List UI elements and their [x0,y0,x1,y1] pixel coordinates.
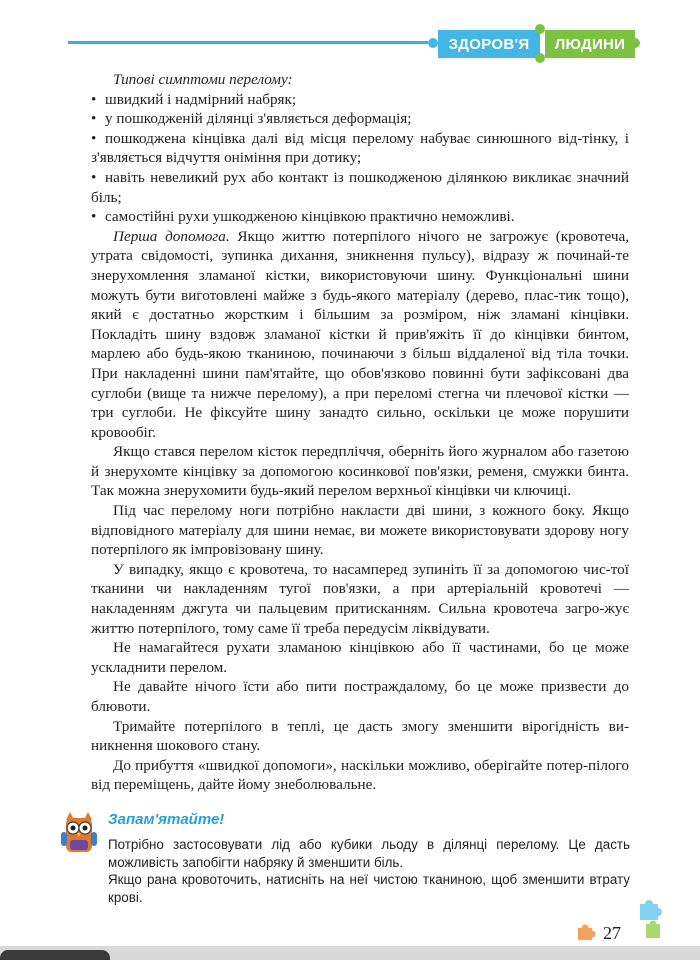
header-tab-human: ЛЮДИНИ [545,30,635,58]
symptom-item: • швидкий і надмірний набряк; [91,90,297,108]
paragraph: Якщо стався перелом кісток передпліччя, оберніть його журналом або газетою й знерухомте кінцівку за допомогою косинкової пов'язки, ременя, смужки бинта. Так можна знерухомити будь-який перелом верхньої кінцівки чи ключиці. [91,443,629,500]
puzzle-knob-icon [630,38,640,48]
puzzle-knob-icon [535,24,545,34]
symptom-item: • пошкоджена кінцівка далі від місця перелому набуває синюшного від-тінку, і з'являється відчуття оніміння при дотику; [91,129,629,167]
paragraph: Не давайте нічого їсти або пити постраждалому, бо це може призвести до блювоти. [91,678,629,715]
paragraph: У випадку, якщо є кровотеча, то насамперед зупиніть її за допомогою чис-тої тканини чи накладенням тугої пов'язки, а при артеріальній кровотечі — накладенням джгута чи пальцевим притисканням. Сильна кровотеча загро-жує життю потерпілого, тому саме її треба передусім ліквідувати. [91,560,629,637]
page-number: 27 [603,923,621,943]
paragraph: Не намагайтеся рухати зламаною кінцівкою або її частинами, бо це може ускладнити перелом. [91,639,629,676]
paragraph: До прибуття «швидкої допомоги», наскільки можливо, оберігайте потер-пілого від переміщень, дайте йому знеболювальне. [91,756,629,794]
header-tab-health: ЗДОРОВ'Я [438,30,540,58]
paragraph: Під час перелому ноги потрібно накласти дві шини, з кожного боку. Якщо відповідного матеріалу для шини немає, ви можете використовувати здорову ногу потерпілого як імпровізовану шину. [91,502,629,559]
puzzle-knob-icon [535,53,545,63]
symptom-item: • навіть невеликий рух або контакт із пошкодженою ділянкою викликає значний біль; [91,168,629,206]
first-aid-label: Перша допомога. [113,227,230,245]
remember-line: Потрібно застосовувати лід або кубики льоду в ділянці перелому. Це дасть можливість запобігти набряку й зменшити біль. [108,837,630,870]
remember-text [108,836,630,906]
symptoms-title: Типові симптоми перелому: [113,71,293,88]
symptom-item: • у пошкодженій ділянці з'являється деформація; [91,110,412,128]
paragraph: Тримайте потерпілого в теплі, це дасть змогу зменшити вірогідність ви-никнення шокового стану. [91,717,629,755]
owl-icon [60,810,98,856]
symptom-item: • самостійні рухи ушкодженою кінцівкою практично неможливі. [91,208,515,226]
remember-line: Якщо рана кровоточить, натисніть на неї чистою тканиною, щоб зменшити втрату крові. [108,872,630,905]
first-aid-paragraph: Перша допомога. Якщо життю потерпілого нічого не загрожує (кровотеча, утрата свідомості, зупинка дихання, зникнення пульсу), відразу ж починай-те знерухомлення зламаної кістки, використовуючи шину. Функціональні шини можуть бути виготовлені майже з будь-якого матеріалу (дерево, плас-тик тощо), який є достатньо жорстким і більшим за розміром, ніж зламані кінцівки. Покладіть шину вздовж зламаної кістки й прив'яжіть її до кінцівки бинтом, марлею або будь-якою тканиною, починаючи з більш віддаленої від тіла точки. При накладенні шини пам'ятайте, що обов'язково повинні бути зафіксовані два суглоби (вище та нижче перелому), а при переломі стегна чи плечової кістки — три суглоби. Не фіксуйте шину занадто сильно, оскільки це може порушити кровообіг. [91,227,629,441]
puzzle-knob-icon [428,38,438,48]
remember-title: Запам'ятайте! [108,811,225,828]
main-text [91,70,629,795]
footer-tab [0,950,110,960]
header-rule [68,41,428,44]
